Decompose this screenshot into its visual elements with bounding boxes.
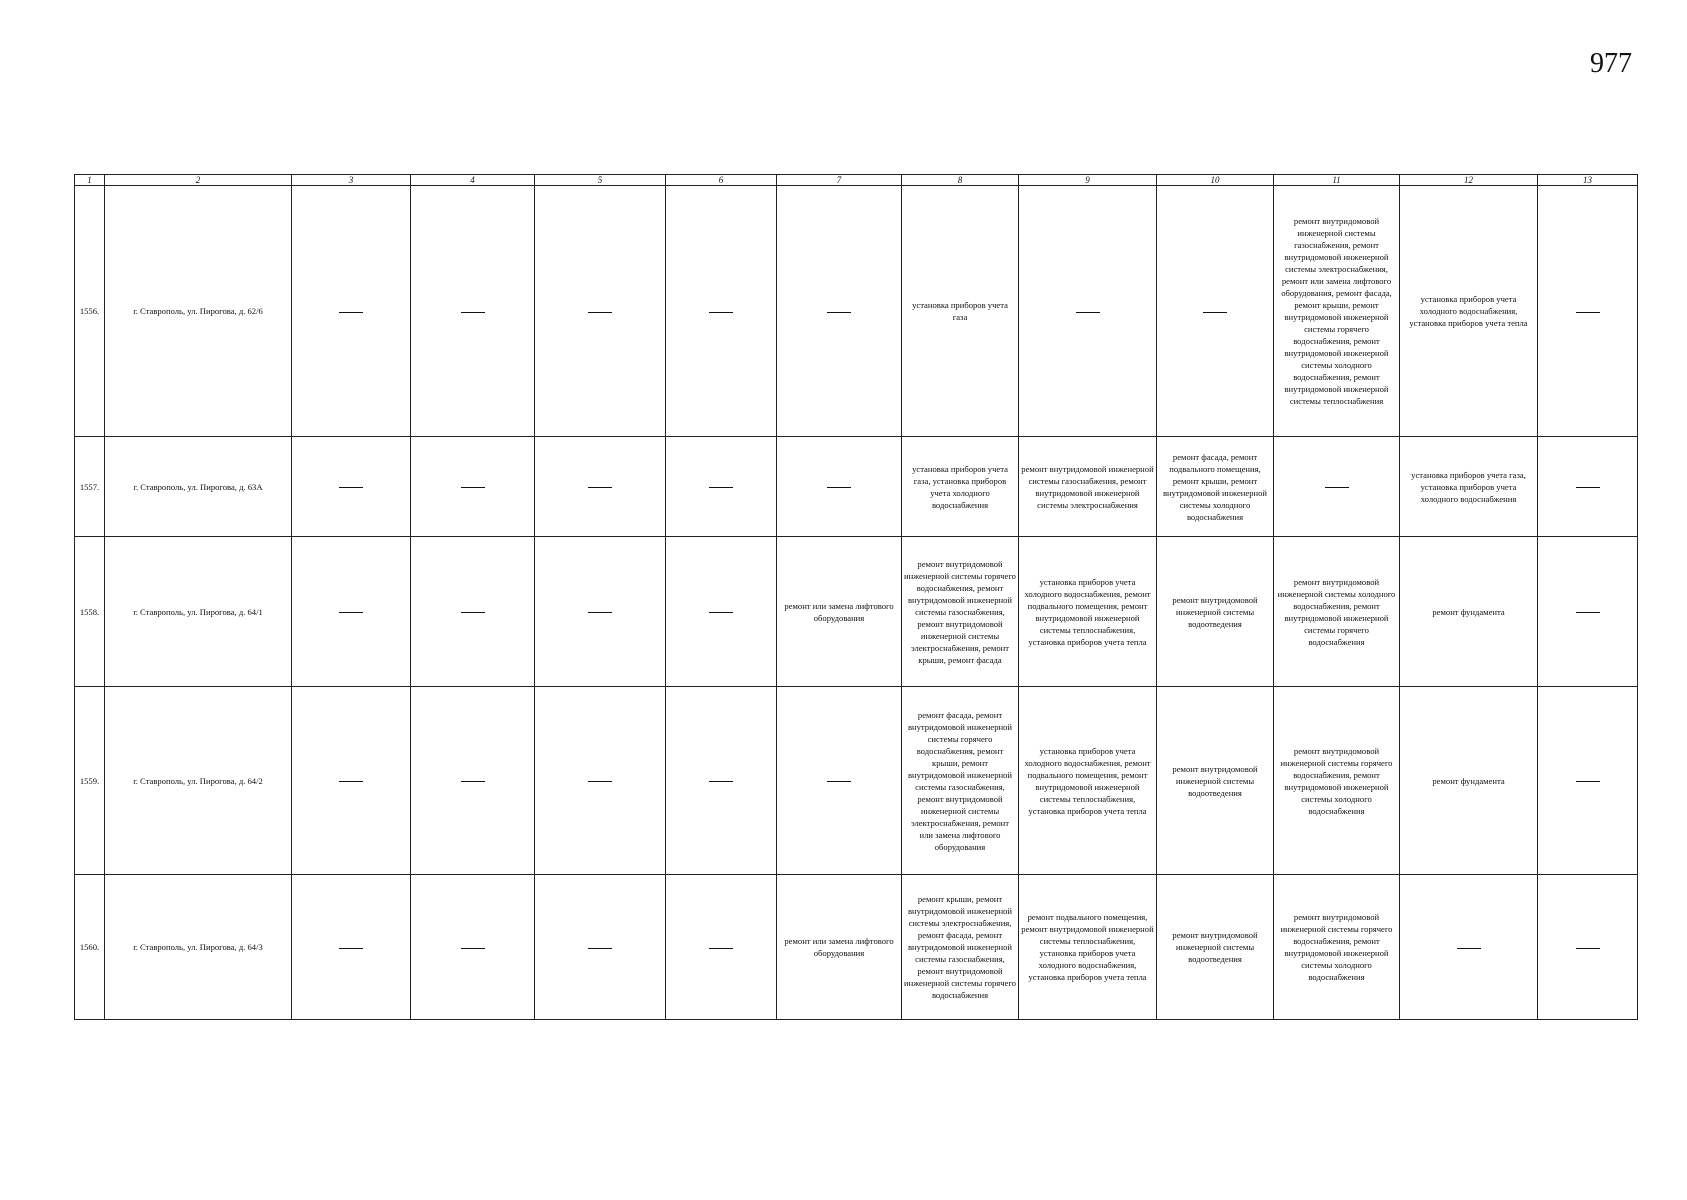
work-description-cell: ремонт или замена лифтового оборудования [777, 875, 902, 1020]
dash-mark [588, 781, 612, 782]
work-description-cell: ремонт внутридомовой инженерной системы газоснабжения, ремонт внутридомовой инженерной системы электроснабжения [1019, 437, 1157, 537]
work-description-cell: ремонт внутридомовой инженерной системы водоотведения [1157, 875, 1274, 1020]
dash-mark [1325, 487, 1349, 488]
column-number-4: 4 [411, 175, 535, 186]
dash-mark [1576, 487, 1600, 488]
column-number-6: 6 [666, 175, 777, 186]
row-number: 1558. [75, 537, 105, 687]
page-number: 977 [1590, 48, 1632, 79]
empty-dash-cell [535, 437, 666, 537]
empty-dash-cell [292, 186, 411, 437]
dash-mark [339, 312, 363, 313]
address-cell: г. Ставрополь, ул. Пирогова, д. 64/1 [105, 537, 292, 687]
empty-dash-cell [535, 687, 666, 875]
row-number: 1559. [75, 687, 105, 875]
empty-dash-cell [535, 186, 666, 437]
table-row [75, 537, 1638, 687]
row-number: 1560. [75, 875, 105, 1020]
empty-dash-cell [666, 437, 777, 537]
work-description-cell: ремонт внутридомовой инженерной системы водоотведения [1157, 687, 1274, 875]
dash-mark [339, 948, 363, 949]
dash-mark [588, 948, 612, 949]
address-cell: г. Ставрополь, ул. Пирогова, д. 63А [105, 437, 292, 537]
column-number-10: 10 [1157, 175, 1274, 186]
work-description-cell: установка приборов учета газа, установка приборов учета холодного водоснабжения [1400, 437, 1538, 537]
work-description-cell: ремонт внутридомовой инженерной системы горячего водоснабжения, ремонт внутридомовой инженерной системы холодного водоснабжения [1274, 875, 1400, 1020]
table-body [75, 175, 1638, 1020]
column-number-5: 5 [535, 175, 666, 186]
empty-dash-cell [411, 875, 535, 1020]
empty-dash-cell [1538, 186, 1638, 437]
work-description-cell: ремонт фасада, ремонт подвального помещения, ремонт крыши, ремонт внутридомовой инженерной системы холодного водоснабжения [1157, 437, 1274, 537]
dash-mark [461, 312, 485, 313]
dash-mark [709, 612, 733, 613]
work-description-cell: установка приборов учета газа, установка приборов учета холодного водоснабжения [902, 437, 1019, 537]
empty-dash-cell [777, 437, 902, 537]
empty-dash-cell [292, 875, 411, 1020]
work-description-cell: установка приборов учета холодного водоснабжения, ремонт подвального помещения, ремонт внутридомовой инженерной системы теплоснабжения, установка приборов учета тепла [1019, 537, 1157, 687]
address-cell: г. Ставрополь, ул. Пирогова, д. 62/6 [105, 186, 292, 437]
dash-mark [588, 612, 612, 613]
work-description-cell: ремонт внутридомовой инженерной системы газоснабжения, ремонт внутридомовой инженерной системы электроснабжения, ремонт или замена лифтового оборудования, ремонт фасада, ремонт крыши, ремонт внутридомовой инженерной системы горячего водоснабжения, ремонт внутридомовой инженерной системы холодного водоснабжения, ремонт внутридомовой инженерной системы теплоснабжения [1274, 186, 1400, 437]
work-description-cell: ремонт внутридомовой инженерной системы холодного водоснабжения, ремонт внутридомовой инженерной системы горячего водоснабжения [1274, 537, 1400, 687]
work-description-cell: ремонт или замена лифтового оборудования [777, 537, 902, 687]
dash-mark [709, 781, 733, 782]
table-row [75, 687, 1638, 875]
dash-mark [827, 312, 851, 313]
dash-mark [339, 487, 363, 488]
row-number: 1557. [75, 437, 105, 537]
empty-dash-cell [411, 537, 535, 687]
address-cell: г. Ставрополь, ул. Пирогова, д. 64/2 [105, 687, 292, 875]
dash-mark [1576, 312, 1600, 313]
empty-dash-cell [1538, 537, 1638, 687]
dash-mark [461, 487, 485, 488]
empty-dash-cell [666, 875, 777, 1020]
address-cell: г. Ставрополь, ул. Пирогова, д. 64/3 [105, 875, 292, 1020]
dash-mark [339, 781, 363, 782]
dash-mark [461, 948, 485, 949]
dash-mark [709, 487, 733, 488]
empty-dash-cell [777, 687, 902, 875]
work-description-cell: ремонт фундамента [1400, 687, 1538, 875]
empty-dash-cell [666, 687, 777, 875]
work-description-cell: ремонт внутридомовой инженерной системы горячего водоснабжения, ремонт внутридомовой инженерной системы холодного водоснабжения [1274, 687, 1400, 875]
empty-dash-cell [1157, 186, 1274, 437]
column-number-12: 12 [1400, 175, 1538, 186]
empty-dash-cell [666, 186, 777, 437]
work-description-cell: ремонт крыши, ремонт внутридомовой инженерной системы электроснабжения, ремонт фасада, ремонт внутридомовой инженерной системы газоснабжения, ремонт внутридомовой инженерной системы горячего водоснабжения [902, 875, 1019, 1020]
column-number-1: 1 [75, 175, 105, 186]
column-number-11: 11 [1274, 175, 1400, 186]
empty-dash-cell [666, 537, 777, 687]
work-description-cell: ремонт фасада, ремонт внутридомовой инженерной системы горячего водоснабжения, ремонт крыши, ремонт внутридомовой инженерной системы газоснабжения, ремонт внутридомовой инженерной системы электроснабжения, ремонт или замена лифтового оборудования [902, 687, 1019, 875]
dash-mark [588, 312, 612, 313]
empty-dash-cell [1274, 437, 1400, 537]
empty-dash-cell [1400, 875, 1538, 1020]
column-number-13: 13 [1538, 175, 1638, 186]
table-row [75, 186, 1638, 437]
work-description-cell: установка приборов учета газа [902, 186, 1019, 437]
dash-mark [339, 612, 363, 613]
dash-mark [709, 948, 733, 949]
column-number-3: 3 [292, 175, 411, 186]
column-number-row [75, 175, 1638, 186]
dash-mark [1076, 312, 1100, 313]
empty-dash-cell [777, 186, 902, 437]
row-number: 1556. [75, 186, 105, 437]
column-number-9: 9 [1019, 175, 1157, 186]
dash-mark [1576, 612, 1600, 613]
column-number-8: 8 [902, 175, 1019, 186]
work-description-cell: ремонт фундамента [1400, 537, 1538, 687]
empty-dash-cell [1538, 437, 1638, 537]
empty-dash-cell [292, 437, 411, 537]
empty-dash-cell [1019, 186, 1157, 437]
dash-mark [827, 487, 851, 488]
dash-mark [1457, 948, 1481, 949]
dash-mark [1203, 312, 1227, 313]
empty-dash-cell [411, 687, 535, 875]
empty-dash-cell [292, 537, 411, 687]
repair-schedule-table [74, 174, 1638, 1020]
work-description-cell: установка приборов учета холодного водоснабжения, ремонт подвального помещения, ремонт внутридомовой инженерной системы теплоснабжения, установка приборов учета тепла [1019, 687, 1157, 875]
dash-mark [588, 487, 612, 488]
column-number-2: 2 [105, 175, 292, 186]
empty-dash-cell [535, 537, 666, 687]
table-row [75, 437, 1638, 537]
dash-mark [709, 312, 733, 313]
column-number-7: 7 [777, 175, 902, 186]
table-row [75, 875, 1638, 1020]
work-description-cell: ремонт внутридомовой инженерной системы водоотведения [1157, 537, 1274, 687]
empty-dash-cell [411, 437, 535, 537]
work-description-cell: ремонт внутридомовой инженерной системы горячего водоснабжения, ремонт внутридомовой инженерной системы газоснабжения, ремонт внутридомовой инженерной системы электроснабжения, ремонт крыши, ремонт фасада [902, 537, 1019, 687]
empty-dash-cell [1538, 875, 1638, 1020]
dash-mark [1576, 781, 1600, 782]
dash-mark [461, 612, 485, 613]
dash-mark [827, 781, 851, 782]
dash-mark [461, 781, 485, 782]
work-description-cell: ремонт подвального помещения, ремонт внутридомовой инженерной системы теплоснабжения, установка приборов учета холодного водоснабжения, установка приборов учета тепла [1019, 875, 1157, 1020]
empty-dash-cell [411, 186, 535, 437]
empty-dash-cell [535, 875, 666, 1020]
empty-dash-cell [1538, 687, 1638, 875]
dash-mark [1576, 948, 1600, 949]
work-description-cell: установка приборов учета холодного водоснабжения, установка приборов учета тепла [1400, 186, 1538, 437]
empty-dash-cell [292, 687, 411, 875]
